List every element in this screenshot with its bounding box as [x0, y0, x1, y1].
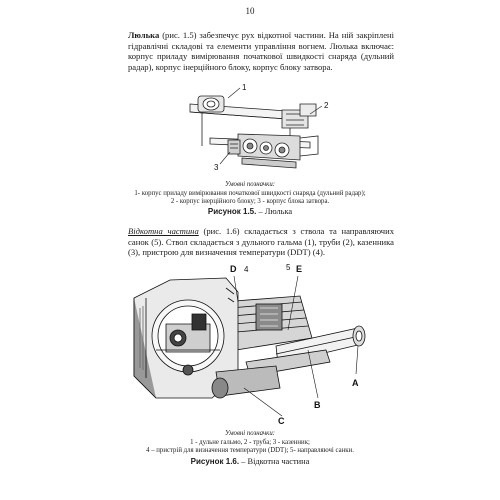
paragraph-recoil-part: [128, 226, 394, 258]
legend-cradle-line-1: 1- корпус приладу вимірювання початкової швидкості снаряда (дульний радар);: [134, 189, 366, 197]
figure-cradle: [150, 82, 350, 178]
callout-letter-e: E: [296, 264, 303, 274]
caption-recoil-part-label: Рисунок 1.6.: [190, 457, 240, 466]
legend-cradle: [100, 181, 400, 207]
page-number: 10: [245, 6, 255, 16]
cradle-drawing: [190, 88, 322, 168]
legend-recoil-part: [100, 430, 400, 456]
paragraph-cradle-text: (рис. 1.5) забезпечує рух відкотної частини. На ній закріплені гідравлічні складові та елементи управління вогнем. Люлька включає: корпус приладу вимірювання початкової швидкості снаряда (дульний радар), корпус інерційного блоку, корпус блоку затвора.: [128, 30, 394, 72]
callout-letter-a: A: [352, 378, 359, 388]
figure-recoil-part: [126, 258, 376, 426]
legend-cradle-line-2: 2 - корпус інерційного блоку; 3 - корпус блока затвора.: [170, 198, 330, 206]
callout-3: 3: [214, 163, 219, 172]
caption-recoil-part-text: – Відкотна частина: [239, 457, 310, 466]
legend-cradle-title: Умовні позначки:: [224, 181, 275, 188]
paragraph-cradle: [128, 30, 394, 72]
caption-recoil-part: [100, 457, 400, 466]
caption-cradle: [100, 207, 400, 216]
legend-recoil-part-line-2: 4 – пристрій для визначення температури (DDT); 5- направляючі санки.: [146, 447, 354, 455]
callout-1: 1: [242, 83, 247, 92]
callout-number-4: 4: [244, 265, 249, 274]
recoil-part-drawing: [134, 278, 365, 398]
callout-letter-b: B: [314, 400, 321, 410]
caption-cradle-label: Рисунок 1.5.: [207, 207, 257, 216]
callout-letter-d: D: [230, 264, 237, 274]
term-recoil-part: Відкотна частина: [128, 226, 199, 236]
legend-recoil-part-title: Умовні позначки:: [224, 430, 275, 437]
caption-cradle-text: – Люлька: [256, 207, 293, 216]
paragraph-recoil-part-text: (рис. 1.6) складається з ствола та направляючих санок (5). Ствол складається з дульного гальма (1), труби (2), казенника (3), пристрою для визначення температури (DDT) (4).: [128, 226, 394, 258]
callout-letter-c: C: [278, 416, 285, 426]
callout-number-5: 5: [286, 263, 291, 272]
term-cradle: Люлька: [128, 30, 160, 40]
legend-recoil-part-line-1: 1 - дульне гальмо, 2 - труба; 3 - казенник;: [190, 438, 310, 446]
callout-2: 2: [324, 101, 329, 110]
